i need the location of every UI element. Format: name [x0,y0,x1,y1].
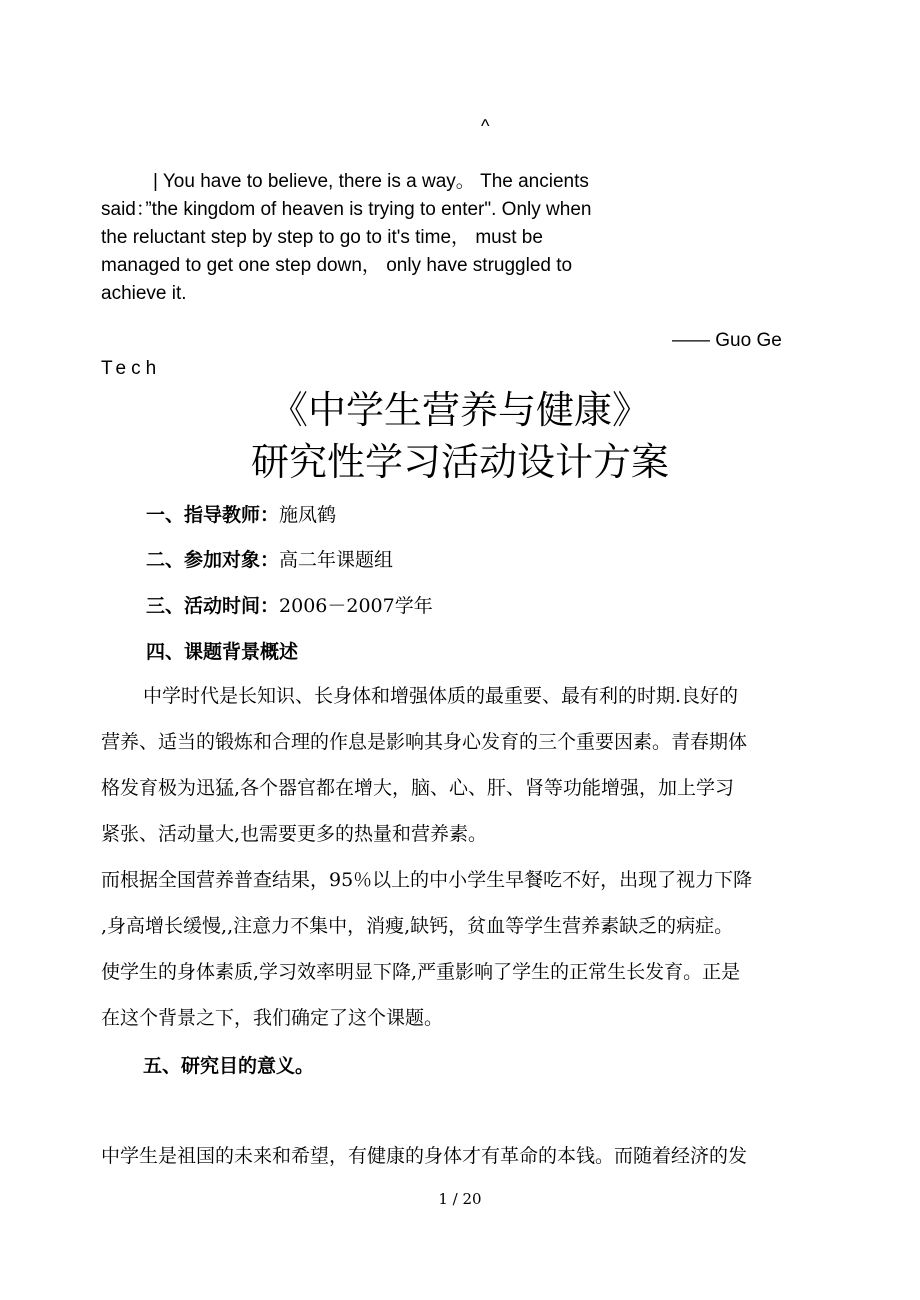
item-label: 四、课题背景概述 [146,641,299,663]
section5-mark: 。 [295,1055,315,1077]
quote-line: the reluctant step by step to go to it's time， must be [101,227,543,248]
item-teacher [146,502,336,528]
paragraph-line: 格发育极为迅猛,各个器官都在增大，脑、心、肝、肾等功能增强，加上学习 [101,777,735,799]
paragraph-line: 营养、适当的锻炼和合理的作息是影响其身心发育的三个重要因素。青春期体 [101,731,748,753]
paragraph-line: 紧张、活动量大,也需要更多的热量和营养素。 [101,823,488,845]
item-participants [146,547,393,573]
paragraph-line: ,身高增长缓慢,,注意力不集中，消瘦,缺钙，贫血等学生营养素缺乏的病症。 [101,915,734,937]
quote-line: said：”the kingdom of heaven is trying to enter". Only when [101,199,592,220]
item-label: 五、研究目的意义 [143,1055,296,1077]
quote-line: managed to get one step down， only have struggled to [101,255,573,276]
item-background-heading [146,639,298,665]
background-paragraph [101,673,821,1041]
header-caret: ^ [481,116,490,136]
quote-block [101,168,816,308]
item-label: 三、活动时间： [146,595,280,617]
quote-line: achieve it. [101,283,187,304]
paragraph-line: 而根据全国营养普查结果，95％以上的中小学生早餐吃不好，出现了视力下降 [101,869,753,891]
quote-signature-cont: Tech [101,358,162,379]
page-title: 《中学生营养与健康》 [269,388,650,432]
paragraph-line: 使学生的身体素质,学习效率明显下降,严重影响了学生的正常生长发育。正是 [101,961,741,983]
item-label: 一、指导教师： [146,504,280,526]
item-value: 高二年课题组 [279,549,394,571]
page-number: 1 / 20 [438,1190,482,1208]
quote-signature: —— Guo Ge [672,330,782,351]
quote-line: | You have to believe, there is a way。 The ancients [153,171,589,192]
item-time [146,593,433,619]
item-value: 2006－2007学年 [279,595,433,617]
paragraph-line: 在这个背景之下，我们确定了这个课题。 [101,1007,444,1029]
page-subtitle: 研究性学习活动设计方案 [250,440,669,484]
paragraph-line: 中学时代是长知识、长身体和增强体质的最重要、最有利的时期.良好的 [143,685,739,707]
item-value: 施凤鹤 [279,504,337,526]
paragraph-line: 中学生是祖国的未来和希望，有健康的身体才有革命的本钱。而随着经济的发 [101,1145,748,1167]
item-label: 二、参加对象： [146,549,280,571]
section5-heading [143,1053,314,1079]
final-paragraph [101,1133,821,1179]
